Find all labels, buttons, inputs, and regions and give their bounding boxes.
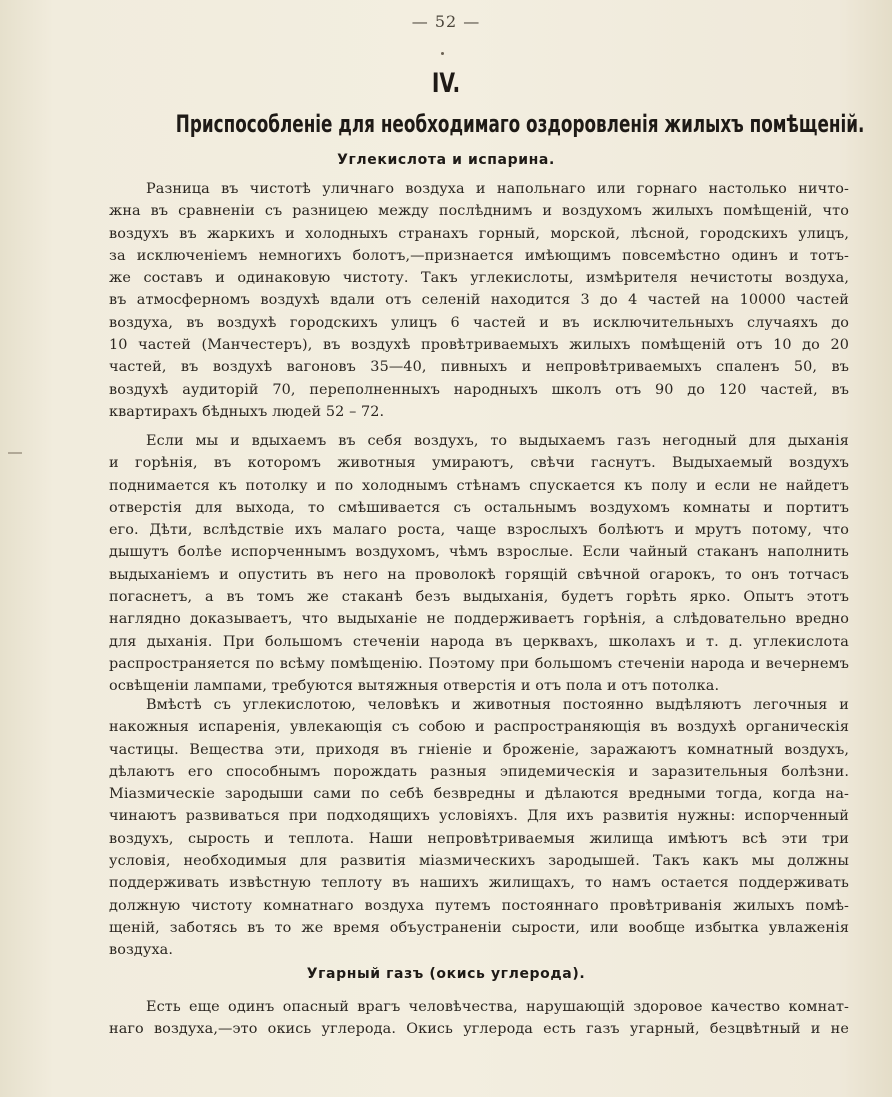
text-line: Если мы и вдыхаемъ въ себя воздухъ, то выдыхаемъ газъ негодный для дыханія xyxy=(146,433,849,449)
text-line: наго воздуха,—это окись углерода. Окись углерода есть газъ угарный, безцвѣтный и не xyxy=(109,1021,849,1038)
text-line: Міазмическіе зародыши сами по себѣ безвредны и дѣлаются вредными тогда, когда на- xyxy=(109,786,849,803)
text-line: накожныя испаренія, увлекающія съ собою и распространяющія въ воздухѣ органическія xyxy=(109,719,849,736)
text-line: освѣщеніи лампами, требуются вытяжныя отверстія и отъ пола и отъ потолка. xyxy=(109,678,720,695)
chapter-title: Приспособленіе для необходимаго оздоровленія жилыхъ помѣщеній. xyxy=(175,110,865,138)
text-line: распространяется по всѣму помѣщенію. Поэтому при большомъ стеченіи народа и вечернемъ xyxy=(109,655,849,672)
text-line: въ атмосферномъ воздухѣ вдали отъ селеній находится 3 до 4 частей на 10000 частей xyxy=(109,292,849,309)
text-line: дѣлаютъ его способнымъ порождать разныя эпидемическія и заразительныя болѣзни. xyxy=(109,763,849,780)
section-heading-carbon-monoxide: Угарный газъ (окись углерода). xyxy=(306,966,586,982)
text-line: чинаютъ развиваться при подходящихъ условіяхъ. Для ихъ развитія нужны: испорченный xyxy=(109,808,849,825)
text-line: за исключеніемъ немногихъ болотъ,—признается имѣющимъ повсемѣстно одинъ и тотъ- xyxy=(109,247,849,264)
text-line: частей, въ воздухѣ вагоновъ 35—40, пивныхъ и непровѣтриваемыхъ спаленъ 50, въ xyxy=(109,359,849,376)
margin-mark xyxy=(8,452,22,454)
text-line: выдыханіемъ и опустить въ него на проволокѣ горящій свѣчной огарокъ, то онъ тотчасъ xyxy=(109,566,849,583)
text-line: Разница въ чистотѣ уличнаго воздуха и напольнаго или горнаго настолько ничто- xyxy=(146,181,849,197)
paragraph-1 xyxy=(109,178,849,423)
text-line: погаснетъ, а въ томъ же стаканѣ безъ выдыханія, будетъ горѣть ярко. Опытъ этотъ xyxy=(109,589,849,606)
text-line: воздуха. xyxy=(109,942,174,959)
text-line: воздуха, въ воздухѣ городскихъ улицъ 6 частей и въ исключительныхъ случаяхъ до xyxy=(109,314,849,331)
text-line: и горѣнія, въ которомъ животныя умираютъ, свѣчи гаснутъ. Выдыхаемый воздухъ xyxy=(109,455,849,472)
text-line: отверстія для выхода, то смѣшивается съ остальнымъ воздухомъ комнаты и портитъ xyxy=(109,499,849,516)
text-line: условія, необходимыя для развитія міазмическихъ зародышей. Такъ какъ мы должны xyxy=(109,853,849,870)
paragraph-2 xyxy=(109,430,849,698)
page-number: — 52 — xyxy=(411,12,481,31)
text-line: для дыханія. При большомъ стеченіи народа въ церквахъ, школахъ и т. д. углекислота xyxy=(109,633,849,650)
section-heading-carbon-dioxide: Углекислота и испарина. xyxy=(337,152,555,168)
text-line: жна въ сравненіи съ разницею между послѣднимъ и воздухомъ жилыхъ помѣщеній, что xyxy=(109,203,849,220)
text-line: квартирахъ бѣдныхъ людей 52 – 72. xyxy=(109,403,385,420)
chapter-number: IV. xyxy=(431,68,461,99)
text-line: должную чистоту комнатнаго воздуха путемъ постояннаго провѣтриванія жилыхъ помѣ- xyxy=(109,897,849,914)
text-line: Есть еще одинъ опасный врагъ человѣчества, нарушающій здоровое качество комнат- xyxy=(146,999,849,1015)
text-line: поднимается къ потолку и по холоднымъ стѣнамъ спускается къ полу и если не найдетъ xyxy=(109,477,849,494)
text-line: дышутъ болѣе испорченнымъ воздухомъ, чѣмъ взрослые. Если чайный стаканъ наполнить xyxy=(109,544,849,561)
text-line: же составъ и одинаковую чистоту. Такъ углекислоты, измѣрителя нечистоты воздуха, xyxy=(109,270,849,287)
text-line: его. Дѣти, вслѣдствіе ихъ малаго роста, чаще взрослыхъ болѣютъ и мрутъ потому, что xyxy=(109,522,849,539)
text-line: щеній, заботясь въ то же время объустраненіи сырости, или вообще избытка увлаженія xyxy=(109,919,849,936)
paragraph-3 xyxy=(109,694,849,962)
paragraph-4 xyxy=(109,996,849,1041)
ink-speck xyxy=(441,52,444,55)
text-line: частицы. Вещества эти, приходя въ гніеніе и броженіе, заражаютъ комнатный воздухъ, xyxy=(109,741,849,758)
text-line: поддерживать извѣстную теплоту въ нашихъ жилищахъ, то намъ остается поддерживать xyxy=(109,875,849,892)
text-line: 10 частей (Манчестеръ), въ воздухѣ провѣтриваемыхъ жилыхъ помѣщеній отъ 10 до 20 xyxy=(109,337,849,354)
text-line: воздухъ, сырость и теплота. Наши непровѣтриваемыя жилища имѣютъ всѣ эти три xyxy=(109,830,849,847)
text-line: воздухѣ аудиторій 70, переполненныхъ народныхъ школъ отъ 90 до 120 частей, въ xyxy=(109,381,849,398)
text-line: наглядно доказываетъ, что выдыханіе не поддерживаетъ горѣнія, а слѣдовательно вредно xyxy=(109,611,849,628)
text-line: Вмѣстѣ съ углекислотою, человѣкъ и животныя постоянно выдѣляютъ легочныя и xyxy=(146,697,849,713)
text-line: воздухъ въ жаркихъ и холодныхъ странахъ горный, морской, лѣсной, городскихъ улицъ, xyxy=(109,225,849,242)
